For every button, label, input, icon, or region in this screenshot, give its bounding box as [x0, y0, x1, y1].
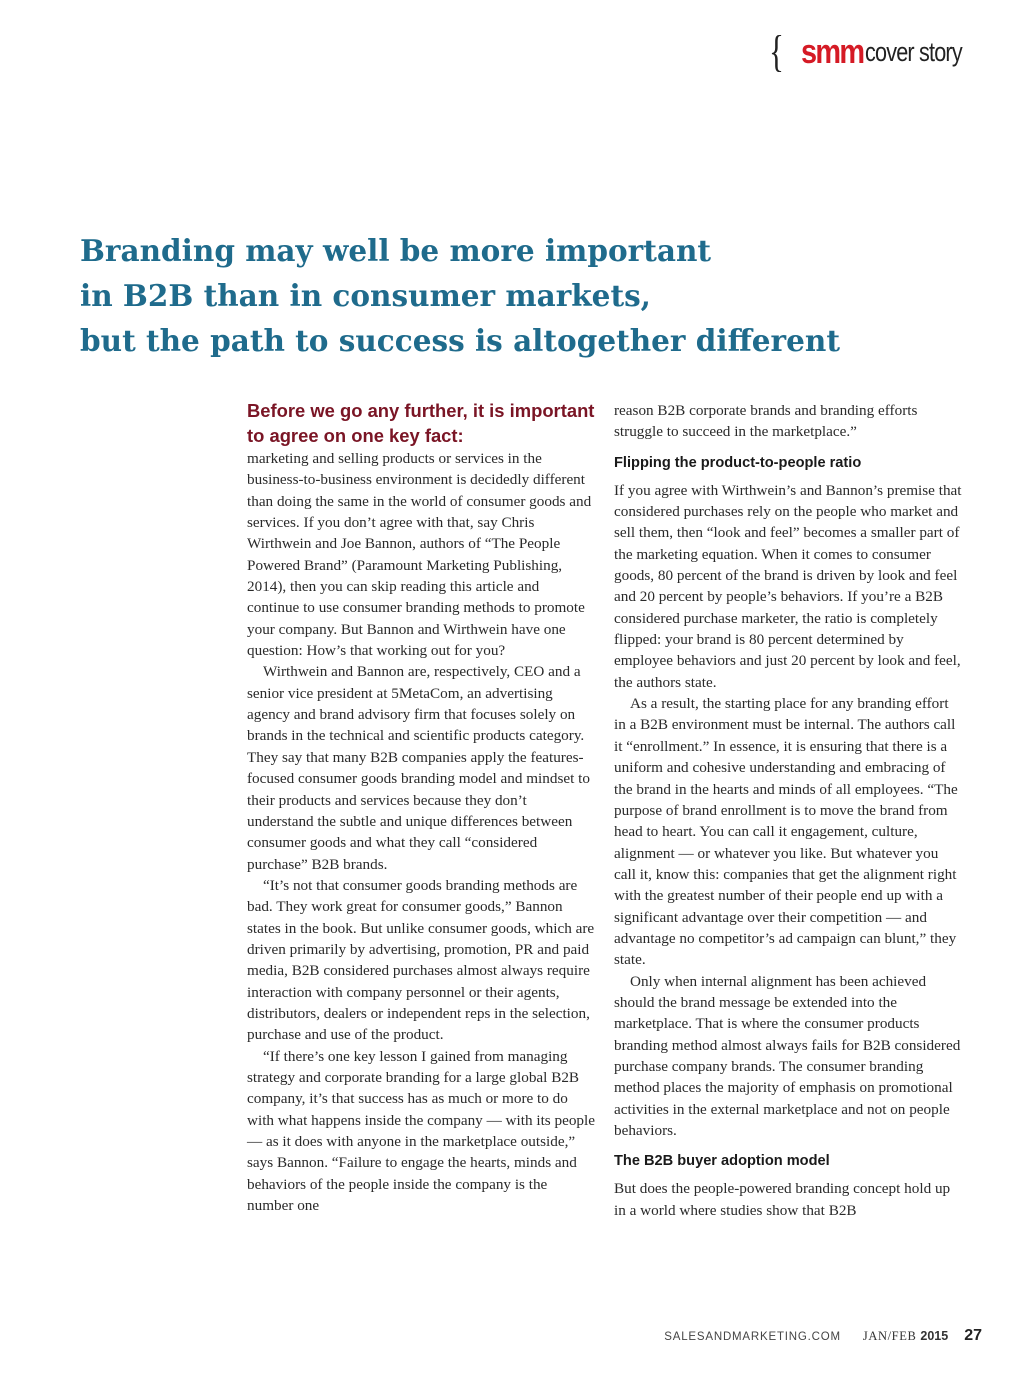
subhead-product-to-people: Flipping the product-to-people ratio: [614, 454, 862, 471]
page-footer: [664, 1327, 982, 1345]
body-paragraph: reason B2B corporate brands and branding efforts struggle to succeed in the marketplace.”: [614, 402, 918, 441]
section-label: cover story: [864, 36, 962, 67]
smm-logo: smm: [800, 33, 863, 71]
article-column-left: [247, 398, 595, 1216]
headline-line: Branding may well be more important: [80, 233, 712, 268]
footer-issue-date: JAN/FEB: [862, 1329, 917, 1343]
page-number: 27: [964, 1327, 982, 1344]
body-paragraph: “It’s not that consumer goods branding methods are bad. They work great for consumer goods,” Bannon states in the book. But unlike consumer goods, which are driven primarily by advertising, promotion, PR and paid media, B2B considered purchases almost always require interaction with company personnel or their agents, distributors, dealers or independent reps in the selection, purchase and use of the product.: [247, 876, 595, 1044]
body-paragraph: If you agree with Wirthwein’s and Bannon’s premise that considered purchases rely on the people who market and sell them, then “look and feel” becomes a smaller part of the marketing equation. When it comes to consumer goods, 80 percent of the brand is driven by look and feel and 20 percent by people’s behaviors. If you’re a B2B considered purchase marketer, the ratio is completely flipped: your brand is 80 percent determined by employee behaviors and just 20 percent by look and feel, the authors state.: [614, 481, 962, 691]
footer-website: SALESANDMARKETING.COM: [664, 1331, 841, 1343]
headline-line: but the path to success is altogether different: [80, 323, 840, 358]
body-paragraph: As a result, the starting place for any branding effort in a B2B environment must be internal. The authors call it “enrollment.” In essence, it is ensuring that there is a uniform and cohesive understanding and embracing of the brand in the hearts and minds of all employees. “The purpose of brand enrollment is to move the brand from head to heart. You can call it engagement, culture, alignment — or whatever you like. But whatever you call it, know this: companies that get the alignment right with the greatest number of their people end up with a significant advantage over their competition — and advantage no competitor’s ad campaign can blunt,” they state.: [614, 695, 958, 969]
headline-line: in B2B than in consumer markets,: [80, 278, 651, 313]
article-headline: [80, 228, 980, 363]
article-column-right: [614, 400, 964, 1221]
magazine-brand: [766, 27, 986, 76]
article-lede: Before we go any further, it is important to agree on one key fact:: [247, 400, 595, 446]
body-paragraph: marketing and selling products or services in the business-to-business environment is decidedly different than doing the same in the world of consumer goods and services. If you don’t agree with that, say Chris Wirthwein and Joe Bannon, authors of “The People Powered Brand” (Paramount Marketing Publishing, 2014), then you can skip reading this article and continue to use consumer branding methods to promote your company. But Bannon and Wirthwein have one question: How’s that working out for you?: [247, 450, 592, 660]
body-paragraph: But does the people-powered branding concept hold up in a world where studies show that B2B: [614, 1180, 951, 1219]
body-paragraph: Only when internal alignment has been achieved should the brand message be extended into the marketplace. That is where the consumer products branding method almost always fails for B2B considered purchase company brands. The consumer branding method places the majority of emphasis on promotional activities in the external marketplace and not on people behaviors.: [614, 972, 961, 1139]
body-paragraph: Wirthwein and Bannon are, respectively, CEO and a senior vice president at 5MetaCom, an advertising agency and brand advisory firm that focuses solely on brands in the technical and scientific products category. They say that many B2B companies apply the features-focused consumer goods branding model and mindset to their products and services because they don’t understand the subtle and unique differences between consumer goods and what they call “considered purchase” B2B brands.: [247, 663, 590, 873]
subhead-buyer-adoption: The B2B buyer adoption model: [614, 1153, 830, 1170]
body-paragraph: “If there’s one key lesson I gained from managing strategy and corporate branding for a large global B2B company, it’s that success has as much or more to do with what happens inside the company — with its people — as it does with anyone in the marketplace outside,” says Bannon. “Failure to engage the hearts, minds and behaviors of the people inside the company is the number one: [247, 1047, 595, 1215]
brace-glyph: {: [769, 27, 785, 76]
footer-issue-year: 2015: [920, 1329, 949, 1343]
